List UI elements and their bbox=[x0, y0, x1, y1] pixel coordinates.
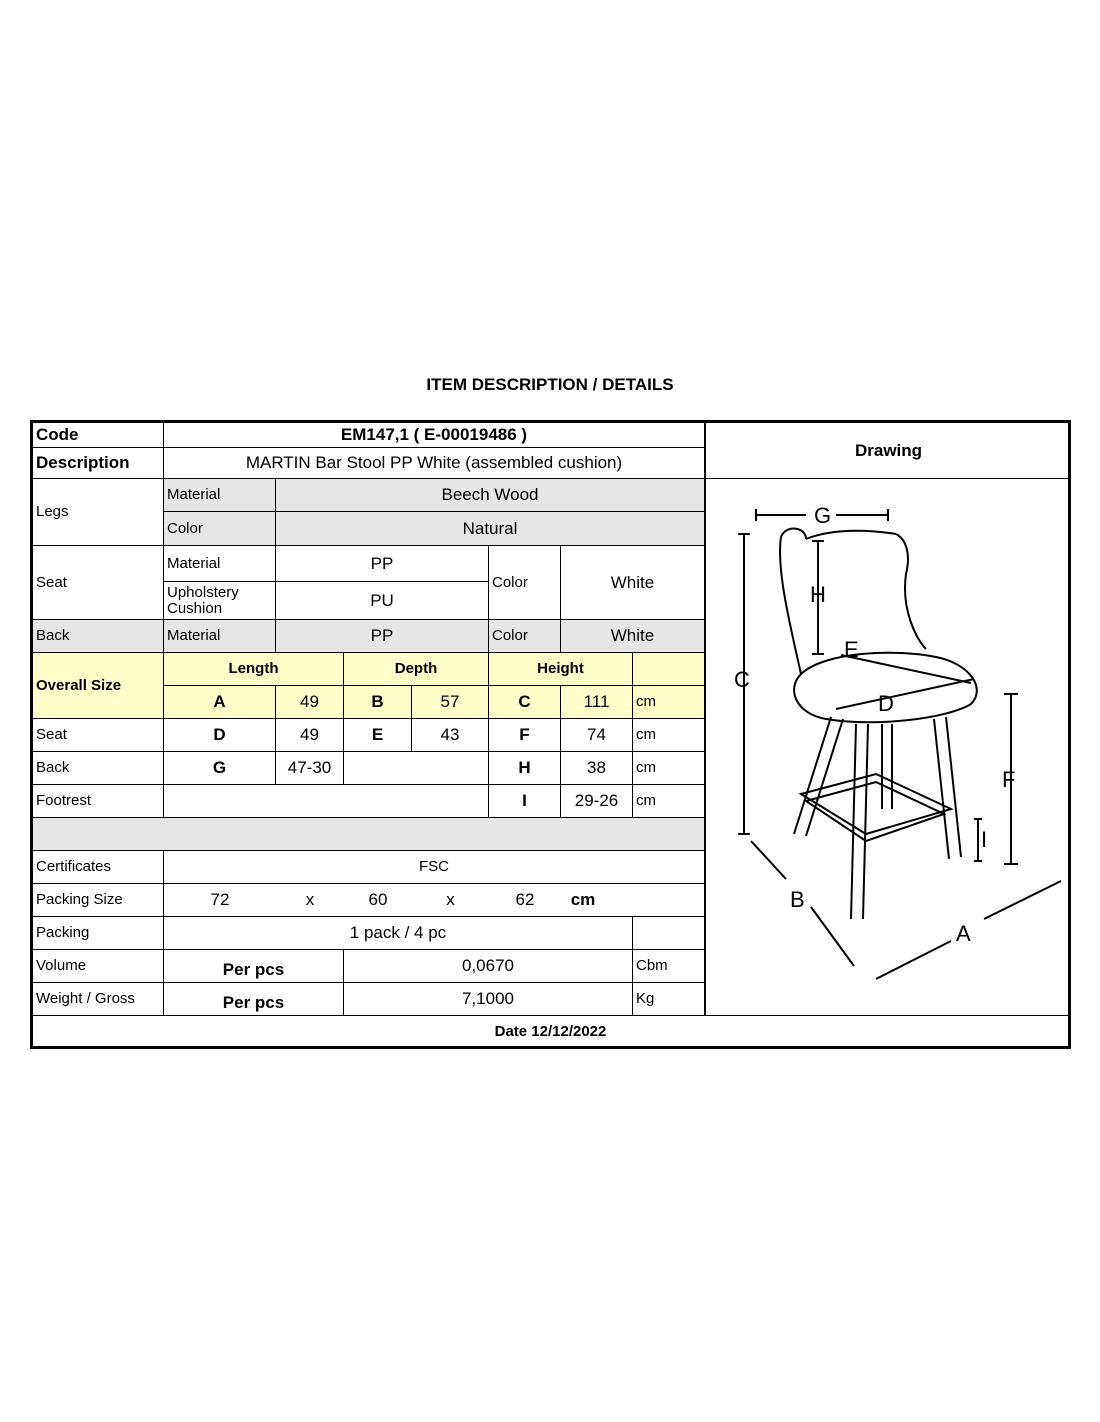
dim-value-b: 57 bbox=[412, 686, 489, 719]
volume-value: 0,0670 bbox=[344, 950, 633, 983]
dim-line-a-upper bbox=[984, 881, 1061, 919]
drawing-title: Drawing bbox=[706, 423, 1071, 479]
drawing-label-i: I bbox=[981, 827, 988, 852]
dim-line-a-lower bbox=[876, 941, 951, 979]
back-color-value: White bbox=[561, 620, 705, 653]
length-header: Length bbox=[164, 653, 344, 686]
dim-value-d: 49 bbox=[276, 719, 344, 752]
code-value: EM147,1 ( E-00019486 ) bbox=[164, 423, 705, 448]
back-material-label: Material bbox=[164, 620, 276, 653]
seat-upholstery-label-line1: Upholstery bbox=[167, 583, 239, 601]
dim-unit-overall: cm bbox=[633, 686, 705, 719]
packing-size-width: 60 bbox=[344, 884, 412, 917]
seat-color-value: White bbox=[561, 546, 705, 620]
depth-header: Depth bbox=[344, 653, 489, 686]
dim-value-c: 111 bbox=[561, 686, 633, 719]
packing-size-x1: x bbox=[276, 884, 344, 917]
seat-material-label: Material bbox=[164, 546, 276, 582]
dim-key-e: E bbox=[344, 719, 412, 752]
spacer-row bbox=[33, 818, 705, 851]
dim-line-d bbox=[836, 679, 974, 709]
height-header-spacer bbox=[633, 653, 705, 686]
dim-line-e bbox=[841, 655, 971, 683]
seat-material-value: PP bbox=[276, 546, 489, 582]
packing-value: 1 pack / 4 pc bbox=[164, 917, 633, 950]
packing-size-unit: cm bbox=[533, 884, 633, 917]
legs-color-label: Color bbox=[164, 512, 276, 546]
dim-unit-seat: cm bbox=[633, 719, 705, 752]
seat-dim-label: Seat bbox=[33, 719, 164, 752]
dim-line-b-upper bbox=[751, 841, 786, 879]
volume-label: Volume bbox=[33, 950, 164, 983]
packing-size-height: 62 bbox=[489, 884, 561, 917]
dim-value-h: 38 bbox=[561, 752, 633, 785]
footrest-label: Footrest bbox=[33, 785, 164, 818]
leg-front-right bbox=[934, 719, 949, 859]
weight-unit: Kg bbox=[633, 983, 705, 1016]
dim-value-a: 49 bbox=[276, 686, 344, 719]
dim-key-b: B bbox=[344, 686, 412, 719]
backrest-top-left bbox=[781, 529, 806, 539]
dim-unit-footrest: cm bbox=[633, 785, 705, 818]
code-label: Code bbox=[33, 423, 164, 448]
packing-label: Packing bbox=[33, 917, 164, 950]
backrest-left-edge bbox=[780, 537, 801, 674]
dim-key-f: F bbox=[489, 719, 561, 752]
drawing-label-a: A bbox=[956, 921, 971, 946]
dim-value-f: 74 bbox=[561, 719, 633, 752]
backrest-right-edge bbox=[896, 534, 926, 649]
backrest-top bbox=[806, 531, 896, 539]
document-title: ITEM DESCRIPTION / DETAILS bbox=[426, 375, 674, 394]
leg-front-right-inner bbox=[946, 717, 961, 857]
drawing-label-b: B bbox=[790, 887, 805, 912]
drawing-label-h: H bbox=[810, 582, 826, 607]
packing-tail bbox=[633, 917, 705, 950]
back-material-value: PP bbox=[276, 620, 489, 653]
volume-per: Per pcs bbox=[164, 950, 344, 983]
drawing-label-g: G bbox=[814, 503, 832, 528]
certificates-value: FSC bbox=[164, 851, 705, 884]
height-header: Height bbox=[489, 653, 633, 686]
dim-value-i: 29-26 bbox=[561, 785, 633, 818]
description-label: Description bbox=[33, 448, 164, 479]
dim-key-g: G bbox=[164, 752, 276, 785]
packing-size-label: Packing Size bbox=[33, 884, 164, 917]
certificates-label: Certificates bbox=[33, 851, 164, 884]
seat-upholstery-label-line2: Cushion bbox=[167, 599, 223, 617]
seat-upholstery-label bbox=[164, 582, 276, 620]
packing-size-tail bbox=[633, 884, 705, 917]
legs-color-value: Natural bbox=[276, 512, 705, 546]
drawing-label-d: D bbox=[878, 691, 894, 716]
legs-label: Legs bbox=[33, 479, 164, 546]
back-color-label: Color bbox=[489, 620, 561, 653]
dim-value-e: 43 bbox=[412, 719, 489, 752]
packing-size-x2: x bbox=[412, 884, 489, 917]
document-date: Date 12/12/2022 bbox=[494, 1022, 607, 1040]
back-dim-label: Back bbox=[33, 752, 164, 785]
volume-unit: Cbm bbox=[633, 950, 705, 983]
legs-material-value: Beech Wood bbox=[276, 479, 705, 512]
dim-value-g: 47-30 bbox=[276, 752, 344, 785]
seat-upholstery-value: PU bbox=[276, 582, 489, 620]
dim-unit-back: cm bbox=[633, 752, 705, 785]
back-dim-empty bbox=[344, 752, 489, 785]
weight-per: Per pcs bbox=[164, 983, 344, 1016]
leg-back-left bbox=[851, 724, 856, 919]
packing-size-length: 72 bbox=[164, 884, 276, 917]
drawing-label-e: E bbox=[844, 637, 859, 662]
drawing-label-f: F bbox=[1002, 767, 1016, 792]
drawing-label-c: C bbox=[734, 667, 750, 692]
leg-back-left-inner bbox=[863, 724, 868, 919]
dim-key-c: C bbox=[489, 686, 561, 719]
seat-label: Seat bbox=[33, 546, 164, 620]
stool-drawing bbox=[706, 479, 1071, 1016]
spec-table bbox=[30, 420, 1071, 1049]
dim-key-d: D bbox=[164, 719, 276, 752]
dim-line-b-lower bbox=[811, 907, 854, 966]
legs-material-label: Material bbox=[164, 479, 276, 512]
dim-key-i: I bbox=[489, 785, 561, 818]
weight-label: Weight / Gross bbox=[33, 983, 164, 1016]
stool-drawing-svg bbox=[706, 479, 1071, 1016]
description-value: MARTIN Bar Stool PP White (assembled cushion) bbox=[164, 448, 705, 479]
overall-size-label: Overall Size bbox=[33, 653, 164, 719]
dim-key-a: A bbox=[164, 686, 276, 719]
footrest-empty bbox=[164, 785, 489, 818]
dim-key-h: H bbox=[489, 752, 561, 785]
seat-color-label: Color bbox=[489, 546, 561, 620]
weight-value: 7,1000 bbox=[344, 983, 633, 1016]
back-label: Back bbox=[33, 620, 164, 653]
